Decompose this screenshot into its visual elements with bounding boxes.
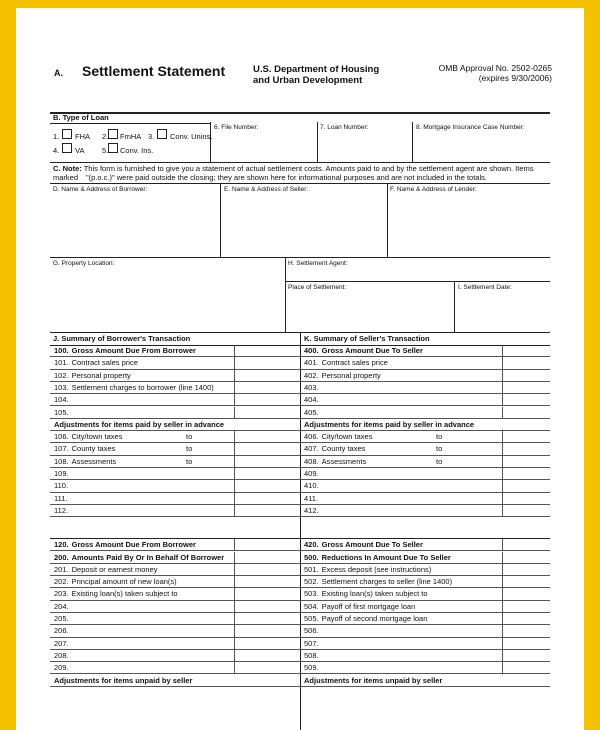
amount-column-divider: [234, 662, 235, 674]
divider: [50, 183, 550, 184]
amount-column-divider: [234, 345, 235, 357]
amount-column-divider: [502, 552, 503, 564]
amount-column-divider: [234, 552, 235, 564]
line-number: 412.: [304, 505, 319, 515]
table-row[interactable]: [300, 431, 550, 443]
divider: [285, 281, 550, 282]
table-row[interactable]: [300, 564, 550, 576]
line-description: Amounts Paid By Or In Behalf Of Borrower: [71, 552, 225, 562]
line-description: Gross Amount Due To Seller: [321, 540, 423, 550]
line-number: 501.: [304, 564, 319, 574]
department-line-2: and Urban Development: [253, 75, 363, 86]
amount-column-divider: [502, 564, 503, 576]
amount-column-divider: [502, 456, 503, 468]
line-number: 111.: [54, 493, 68, 503]
adjustments-heading-row: [300, 675, 550, 687]
amount-column-divider: [502, 505, 503, 517]
line-description: Contract sales price: [71, 358, 138, 368]
fha-checkbox[interactable]: [62, 129, 72, 139]
table-row[interactable]: [50, 357, 300, 369]
fmha-label: FmHA: [120, 132, 142, 141]
table-row[interactable]: [50, 564, 300, 576]
divider: [412, 122, 413, 162]
note-label: C. Note:: [53, 164, 82, 173]
table-row[interactable]: [50, 505, 300, 517]
spacer-row: [300, 517, 550, 539]
table-row[interactable]: [50, 493, 300, 505]
table-row[interactable]: [50, 407, 300, 419]
amount-column-divider: [502, 345, 503, 357]
line-description: City/town taxes: [321, 432, 373, 442]
amount-column-divider: [234, 505, 235, 517]
conv-unins-checkbox[interactable]: [157, 129, 167, 139]
date-range-to-label: to: [436, 444, 443, 454]
table-row[interactable]: [50, 576, 300, 588]
settlement-date-field[interactable]: I. Settlement Date:: [458, 284, 512, 291]
table-row[interactable]: [50, 382, 300, 394]
line-description: Gross Amount Due From Borrower: [71, 346, 196, 355]
loan-option-number: 5.: [102, 146, 109, 155]
line-number: 409.: [304, 469, 319, 478]
line-number: 109.: [54, 469, 69, 478]
table-row[interactable]: [300, 552, 550, 564]
table-row[interactable]: [50, 468, 300, 480]
table-row[interactable]: [300, 357, 550, 369]
amount-column-divider: [502, 480, 503, 492]
amount-column-divider: [502, 650, 503, 662]
amount-column-divider: [234, 468, 235, 480]
date-range-to-label: to: [186, 432, 193, 442]
line-number: 410.: [304, 481, 319, 491]
amount-column-divider: [234, 576, 235, 588]
table-row[interactable]: [50, 539, 300, 551]
fha-label: FHA: [75, 132, 90, 141]
line-number: 401.: [304, 358, 319, 368]
table-row[interactable]: [50, 480, 300, 492]
amount-column-divider: [234, 601, 235, 613]
line-number: 202.: [54, 577, 69, 587]
amount-column-divider: [502, 443, 503, 455]
divider: [454, 281, 455, 333]
divider: [317, 122, 318, 162]
table-row[interactable]: [300, 576, 550, 588]
line-number: 509.: [304, 663, 319, 673]
property-location-field[interactable]: G. Property Location:: [53, 260, 115, 267]
table-row[interactable]: [50, 456, 300, 468]
line-number: 201.: [54, 564, 69, 574]
line-number: 120.: [54, 540, 69, 550]
borrower-summary-heading: J. Summary of Borrower's Transaction: [53, 334, 191, 343]
amount-column-divider: [502, 588, 503, 600]
line-number: 206.: [54, 626, 69, 636]
line-number: 205.: [54, 614, 69, 623]
line-number: 203.: [54, 589, 69, 599]
table-row[interactable]: [300, 480, 550, 492]
table-row[interactable]: [300, 601, 550, 613]
amount-column-divider: [234, 650, 235, 662]
spacer-row: [50, 517, 300, 539]
line-description: Adjustments for items paid by seller in advance: [54, 419, 225, 429]
line-number: 207.: [54, 638, 69, 648]
conv-unins-label: Conv. Unins.: [170, 132, 213, 141]
type-of-loan-label: B. Type of Loan: [53, 113, 109, 122]
mortgage-insurance-case-field[interactable]: 8. Mortgage Insurance Case Number:: [416, 124, 525, 131]
line-number: 101.: [54, 358, 69, 368]
seller-transaction-table: [300, 345, 550, 730]
amount-column-divider: [502, 468, 503, 480]
line-description: County taxes: [321, 444, 366, 454]
line-number: 505.: [304, 614, 319, 623]
amount-column-divider: [234, 357, 235, 369]
line-number: 503.: [304, 589, 319, 599]
line-number: 502.: [304, 577, 319, 587]
line-description: Gross Amount Due From Borrower: [71, 540, 196, 550]
amount-column-divider: [234, 564, 235, 576]
table-row[interactable]: [300, 650, 550, 662]
line-number: 208.: [54, 650, 69, 660]
line-number: 108.: [54, 456, 69, 466]
amount-column-divider: [234, 493, 235, 505]
loan-option-number: 3.: [148, 132, 155, 141]
settlement-agent-field[interactable]: H. Settlement Agent:: [288, 260, 348, 267]
line-number: 105.: [54, 407, 69, 417]
line-number: 103.: [54, 382, 69, 392]
seller-name-address-field[interactable]: E. Name & Address of Seller:: [224, 186, 309, 193]
table-row[interactable]: [300, 394, 550, 406]
line-number: 403.: [304, 382, 319, 392]
line-description: Payoff of second mortgage loan: [321, 614, 428, 623]
settlement-statement-page: [16, 8, 584, 730]
date-range-to-label: to: [186, 444, 193, 454]
file-number-field[interactable]: 6. File Number:: [214, 124, 259, 131]
line-number: 411.: [304, 493, 319, 503]
amount-column-divider: [502, 370, 503, 382]
line-number: 112.: [54, 505, 69, 515]
line-description: County taxes: [71, 444, 116, 454]
omb-expiration: (expires 9/30/2006): [478, 72, 552, 83]
form-title: Settlement Statement: [82, 63, 226, 79]
table-row[interactable]: [300, 493, 550, 505]
table-row[interactable]: [300, 613, 550, 625]
amount-column-divider: [234, 638, 235, 650]
amount-column-divider: [502, 407, 503, 419]
line-number: 402.: [304, 370, 319, 380]
divider: [50, 257, 550, 258]
amount-column-divider: [502, 431, 503, 443]
amount-column-divider: [234, 588, 235, 600]
amount-column-divider: [502, 382, 503, 394]
line-description: Adjustments for items unpaid by seller: [304, 675, 443, 685]
divider: [220, 183, 221, 257]
table-row[interactable]: [300, 468, 550, 480]
amount-column-divider: [502, 539, 503, 551]
line-number: 500.: [304, 552, 319, 562]
loan-option-number: 4.: [53, 146, 60, 155]
line-number: 107.: [54, 444, 69, 454]
amount-column-divider: [234, 443, 235, 455]
amount-column-divider: [502, 613, 503, 625]
omb-approval: [439, 64, 552, 83]
table-row[interactable]: [300, 456, 550, 468]
line-number: 200.: [54, 552, 69, 562]
table-row[interactable]: [300, 638, 550, 650]
line-description: Personal property: [321, 370, 381, 380]
line-description: Principal amount of new loan(s): [71, 577, 177, 587]
adjustments-heading-row: [50, 675, 300, 687]
line-number: 507.: [304, 638, 319, 648]
divider: [210, 122, 211, 162]
table-row[interactable]: [300, 625, 550, 637]
amount-column-divider: [234, 382, 235, 394]
line-number: 100.: [54, 346, 69, 355]
line-description: Payoff of first mortgage loan: [321, 601, 416, 611]
line-description: Adjustments for items paid by seller in advance: [304, 419, 475, 429]
amount-column-divider: [234, 625, 235, 637]
date-range-to-label: to: [436, 456, 443, 466]
divider: [387, 183, 388, 257]
amount-column-divider: [502, 625, 503, 637]
amount-column-divider: [234, 456, 235, 468]
table-row[interactable]: [50, 394, 300, 406]
line-number: 504.: [304, 601, 319, 611]
line-description: Excess deposit (see instructions): [321, 564, 432, 574]
adjustments-heading-row: [50, 419, 300, 431]
date-range-to-label: to: [186, 456, 193, 466]
line-number: 506.: [304, 626, 319, 636]
amount-column-divider: [234, 370, 235, 382]
line-number: 508.: [304, 650, 319, 660]
amount-column-divider: [502, 601, 503, 613]
table-row[interactable]: [300, 370, 550, 382]
department-name: [253, 64, 379, 86]
table-row[interactable]: [50, 370, 300, 382]
adjustments-heading-row: [300, 419, 550, 431]
line-number: 110.: [54, 481, 69, 491]
va-label: VA: [75, 146, 85, 155]
divider: [285, 257, 286, 333]
line-description: Gross Amount Due To Seller: [321, 346, 423, 355]
loan-option-number: 2.: [102, 132, 109, 141]
table-row[interactable]: [300, 443, 550, 455]
lender-name-address-field[interactable]: F. Name & Address of Lender:: [390, 186, 477, 193]
table-row[interactable]: [50, 431, 300, 443]
amount-column-divider: [234, 613, 235, 625]
amount-column-divider: [234, 394, 235, 406]
table-row[interactable]: [300, 662, 550, 674]
table-row[interactable]: [300, 588, 550, 600]
line-description: Settlement charges to borrower (line 1400): [71, 382, 214, 392]
amount-column-divider: [502, 357, 503, 369]
table-row[interactable]: [50, 638, 300, 650]
line-description: Adjustments for items unpaid by seller: [54, 675, 193, 685]
amount-column-divider: [234, 407, 235, 419]
line-description: Assessments: [321, 456, 367, 466]
line-description: Personal property: [71, 370, 131, 380]
table-row[interactable]: [50, 625, 300, 637]
line-number: 406.: [304, 432, 319, 442]
line-number: 106.: [54, 432, 69, 442]
table-row[interactable]: [50, 443, 300, 455]
loan-number-field[interactable]: 7. Loan Number:: [320, 124, 369, 131]
line-description: Assessments: [71, 456, 117, 466]
amount-column-divider: [234, 431, 235, 443]
conv-ins-checkbox[interactable]: [108, 143, 118, 153]
table-row[interactable]: [50, 662, 300, 674]
line-description: Deposit or earnest money: [71, 564, 158, 574]
table-row[interactable]: [300, 345, 550, 357]
amount-column-divider: [502, 638, 503, 650]
table-row[interactable]: [300, 539, 550, 551]
section-a-marker: A.: [54, 68, 63, 78]
line-description: Existing loan(s) taken subject to: [321, 589, 428, 599]
line-number: 405.: [304, 407, 319, 417]
line-number: 204.: [54, 601, 69, 611]
line-description: Contract sales price: [321, 358, 388, 368]
amount-column-divider: [234, 539, 235, 551]
va-checkbox[interactable]: [62, 143, 72, 153]
amount-column-divider: [502, 493, 503, 505]
amount-column-divider: [234, 480, 235, 492]
line-number: 102.: [54, 370, 69, 380]
line-description: Existing loan(s) taken subject to: [71, 589, 178, 599]
seller-summary-heading: K. Summary of Seller's Transaction: [304, 334, 430, 343]
fmha-checkbox[interactable]: [108, 129, 118, 139]
line-number: 407.: [304, 444, 319, 454]
divider: [50, 162, 550, 163]
borrower-transaction-table: [50, 345, 300, 730]
omb-number: OMB Approval No. 2502-0265: [438, 63, 552, 73]
department-line-1: U.S. Department of Housing: [253, 64, 380, 75]
table-row[interactable]: [300, 505, 550, 517]
line-description: Settlement charges to seller (line 1400): [321, 577, 453, 587]
amount-column-divider: [502, 662, 503, 674]
table-row[interactable]: [50, 650, 300, 662]
table-row[interactable]: [300, 382, 550, 394]
borrower-name-address-field[interactable]: D. Name & Address of Borrower:: [53, 186, 148, 193]
line-number: 104.: [54, 395, 69, 405]
note-line-1: This form is furnished to give you a statement of actual settlement costs. Amounts paid to and by the settlement agent are shown. Items marked: [53, 164, 534, 182]
table-row[interactable]: [50, 345, 300, 357]
amount-column-divider: [502, 576, 503, 588]
table-row[interactable]: [300, 407, 550, 419]
note-line-2: "(p.o.c.)" were paid outside the closing; they are shown here for informational purposes and are not included in the totals.: [86, 173, 487, 182]
date-range-to-label: to: [436, 432, 443, 442]
line-description: Reductions In Amount Due To Seller: [321, 552, 451, 562]
divider: [50, 123, 210, 124]
line-number: 400.: [304, 346, 319, 355]
line-number: 408.: [304, 456, 319, 466]
table-row[interactable]: [50, 588, 300, 600]
line-description: City/town taxes: [71, 432, 123, 442]
divider: [50, 112, 550, 114]
table-row[interactable]: [50, 613, 300, 625]
conv-ins-label: Conv. Ins.: [120, 146, 154, 155]
table-row[interactable]: [50, 552, 300, 564]
table-row[interactable]: [50, 601, 300, 613]
line-number: 404.: [304, 395, 319, 405]
line-number: 209.: [54, 663, 69, 673]
line-number: 420.: [304, 540, 319, 550]
amount-column-divider: [502, 394, 503, 406]
place-of-settlement-field[interactable]: Place of Settlement:: [288, 284, 347, 291]
loan-option-number: 1.: [53, 132, 60, 141]
